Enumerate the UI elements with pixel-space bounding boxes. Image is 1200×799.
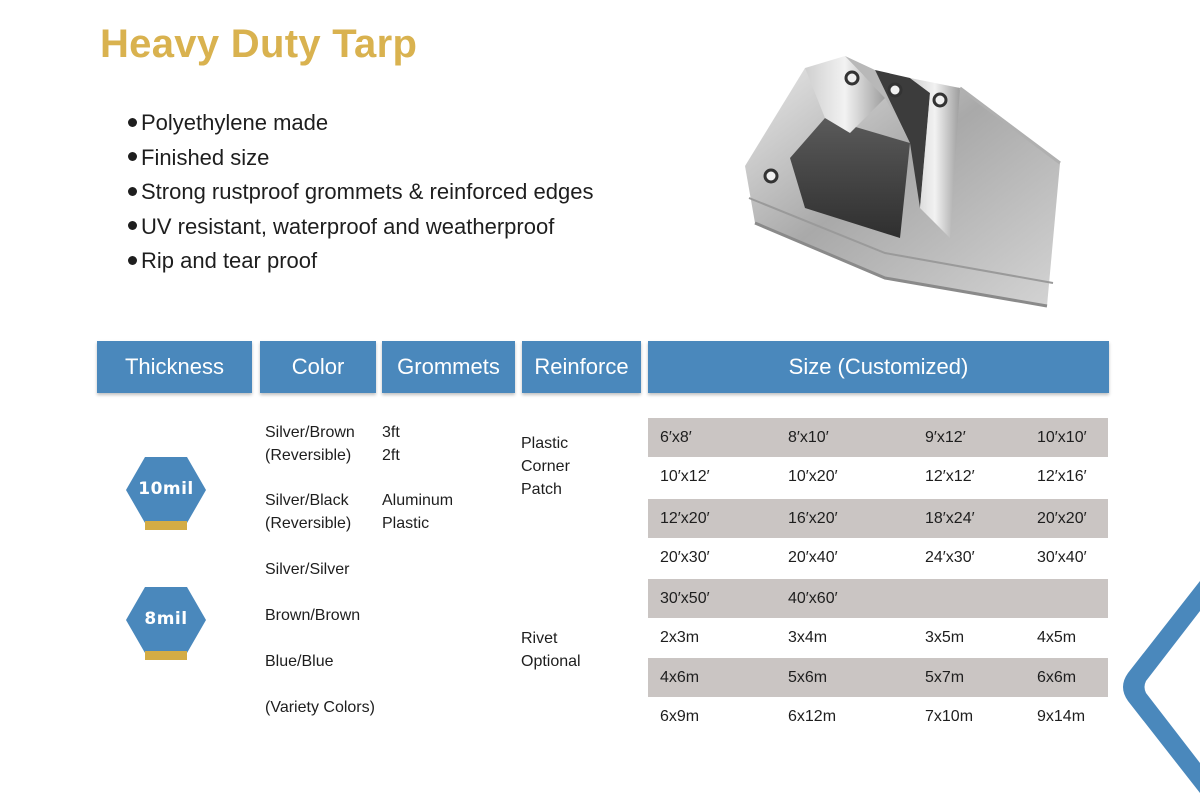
size-cell: 40′x60′ [788, 590, 838, 607]
color-option: Blue/Blue [265, 653, 334, 670]
size-row [648, 579, 1108, 618]
bullet-icon [128, 152, 137, 161]
feature-text: Finished size [141, 144, 270, 170]
color-option: (Variety Colors) [265, 699, 375, 716]
feature-text: Strong rustproof grommets & reinforced edges [141, 179, 594, 204]
grommet-option: 2ft [382, 447, 400, 464]
header-size: Size (Customized) [648, 341, 1109, 393]
size-cell: 3x4m [788, 629, 828, 646]
size-cell: 20′x40′ [788, 549, 838, 566]
size-cell: 6x12m [788, 708, 837, 725]
header-color: Color [260, 341, 376, 393]
size-cell: 16′x20′ [788, 510, 838, 527]
header-reinforce: Reinforce [522, 341, 641, 393]
feature-text: Polyethylene made [141, 110, 329, 135]
color-option: (Reversible) [265, 447, 352, 464]
size-cell: 7x10m [925, 708, 974, 725]
bullet-icon [128, 256, 137, 265]
size-cell: 9′x12′ [925, 429, 966, 446]
size-row [648, 658, 1108, 697]
size-cell: 4x6m [660, 669, 700, 686]
size-row [648, 538, 1108, 577]
size-cell: 6x9m [660, 708, 700, 725]
size-cell: 20′x30′ [660, 549, 710, 566]
size-cell: 4x5m [1037, 629, 1077, 646]
size-cell: 2x3m [660, 629, 700, 646]
size-cell: 10′x10′ [1037, 429, 1087, 446]
folded-tarp-image [735, 48, 1065, 310]
feature-item [128, 106, 593, 141]
size-cell: 30′x50′ [660, 590, 710, 607]
reinforce-option: Optional [521, 653, 581, 670]
grommet-option: 3ft [382, 424, 400, 441]
thickness-label: 8mil [144, 609, 188, 629]
size-cell: 10′x20′ [788, 468, 838, 485]
reinforce-option: Patch [521, 481, 562, 498]
size-cell: 20′x20′ [1037, 510, 1087, 527]
feature-item [128, 141, 593, 176]
reinforce-option: Plastic [521, 435, 569, 452]
bullet-icon [128, 187, 137, 196]
size-cell: 3x5m [925, 629, 965, 646]
size-cell: 8′x10′ [788, 429, 829, 446]
chevron-decoration-icon [1118, 575, 1200, 799]
feature-text: Rip and tear proof [141, 248, 318, 273]
size-cell: 5x6m [788, 669, 828, 686]
color-option: Silver/Brown [265, 424, 355, 441]
reinforce-option: Corner [521, 458, 570, 475]
size-cell: 30′x40′ [1037, 549, 1087, 566]
bullet-icon [128, 118, 137, 127]
feature-item [128, 244, 593, 279]
size-cell: 24′x30′ [925, 549, 975, 566]
bullet-icon [128, 221, 137, 230]
feature-item [128, 210, 593, 245]
size-row [648, 457, 1108, 496]
size-cell: 12′x20′ [660, 510, 710, 527]
page-title: Heavy Duty Tarp [100, 22, 418, 66]
size-row [648, 697, 1108, 736]
reinforce-option: Rivet [521, 630, 558, 647]
header-thickness: Thickness [97, 341, 252, 393]
thickness-label: 10mil [138, 479, 194, 499]
feature-list [128, 106, 593, 279]
size-row [648, 418, 1108, 457]
grommet-option: Plastic [382, 515, 430, 532]
grommet-option: Aluminum [382, 492, 454, 509]
size-cell: 9x14m [1037, 708, 1086, 725]
feature-item [128, 175, 593, 210]
size-row [648, 618, 1108, 657]
thickness-badge-8mil [124, 585, 208, 661]
size-cell: 6′x8′ [660, 429, 692, 446]
feature-text: UV resistant, waterproof and weatherproof [141, 213, 555, 239]
size-cell: 6x6m [1037, 669, 1077, 686]
thickness-badge-10mil [124, 455, 208, 531]
size-cell: 12′x12′ [925, 468, 975, 485]
color-option: Brown/Brown [265, 607, 361, 624]
size-cell: 5x7m [925, 669, 965, 686]
size-cell: 10′x12′ [660, 468, 710, 485]
color-option: Silver/Silver [265, 561, 350, 578]
color-option: (Reversible) [265, 515, 352, 532]
header-grommets: Grommets [382, 341, 515, 393]
color-option: Silver/Black [265, 492, 349, 509]
size-row [648, 499, 1108, 538]
size-cell: 18′x24′ [925, 510, 975, 527]
size-cell: 12′x16′ [1037, 468, 1087, 485]
